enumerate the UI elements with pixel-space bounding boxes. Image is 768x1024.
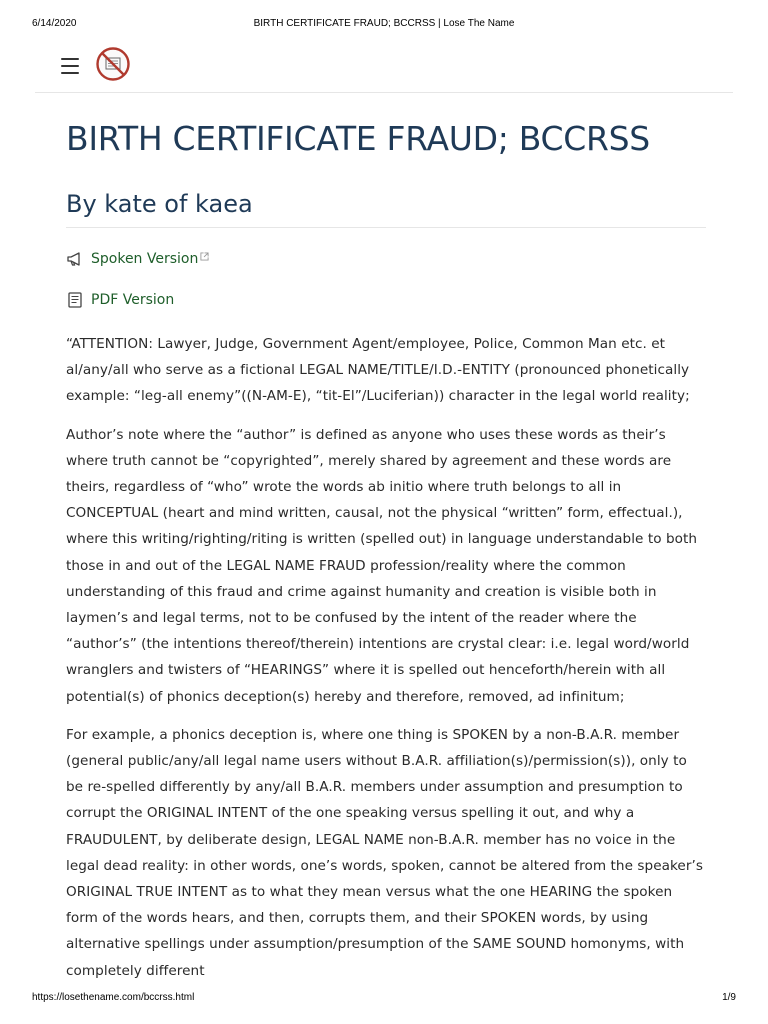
site-logo[interactable] <box>95 46 131 82</box>
hamburger-menu-icon[interactable] <box>61 58 79 74</box>
pdf-version-link[interactable] <box>66 289 706 311</box>
article <box>66 115 706 984</box>
document-icon <box>66 291 84 309</box>
pdf-version-label[interactable]: PDF Version <box>91 292 175 308</box>
article-title: BIRTH CERTIFICATE FRAUD; BCCRSS <box>66 119 650 158</box>
spoken-version-label[interactable]: Spoken Version <box>91 251 199 267</box>
print-page-number: 1/9 <box>722 992 736 1003</box>
print-date: 6/14/2020 <box>32 18 77 29</box>
print-page-title: BIRTH CERTIFICATE FRAUD; BCCRSS | Lose The Name <box>253 18 515 29</box>
article-paragraph: “ATTENTION: Lawyer, Judge, Government Agent/employee, Police, Common Man etc. et al/any/all who serve as a fictional LEGAL NAME/TITLE/I.D.-ENTITY (pronounced phonetically example: “leg-all enemy”((N-AM-E), “tit-El”/Luciferian)) character in the legal world reality; <box>66 336 690 405</box>
site-navbar <box>35 42 733 93</box>
print-url: https://losethename.com/bccrss.html <box>32 992 195 1003</box>
article-paragraph: For example, a phonics deception is, where one thing is SPOKEN by a non-B.A.R. member (general public/any/all legal name users without B.A.R. affiliation(s)/permission(s)), only to be re-spelled differently by any/all B.A.R. members under assumption and presumption to corrupt the ORIGINAL INTENT of the one speaking versus spelling it out, and why a FRAUDULENT, by deliberate design, LEGAL NAME non-B.A.R. member has no voice in the legal dead reality: in other words, one’s words, spoken, cannot be altered from the speaker’s ORIGINAL TRUE INTENT as to what they mean versus what the one HEARING the spoken form of the words hears, and then, corrupts them, and their SPOKEN words, by using alternative spellings under assumption/presumption of the SAME SOUND homonyms, with completely different <box>66 726 703 979</box>
article-paragraph: Author’s note where the “author” is defined as anyone who uses these words as their’s where truth cannot be “copyrighted”, merely shared by agreement and these words are theirs, regardless of “who” wrote the words ab initio where truth belongs to all in CONCEPTUAL (heart and mind written, causal, not the physical “written” form, effectual.), where this writing/righting/riting is written (spelled out) in language understandable to both those in and out of the LEGAL NAME FRAUD profession/reality where the common understanding of this fraud and crime against humanity and creation is visible both in laymen’s and legal terms, not to be confused by the intent of the reader where the “author’s” (the intentions thereof/therein) intentions are crystal clear: i.e. legal word/world wranglers and twisters of “HEARINGS” where it is spelled out henceforth/herein with all potential(s) of phonics deception(s) hereby and therefore, removed, ad infinitum; <box>66 426 698 705</box>
external-link-icon <box>200 252 209 261</box>
print-header <box>32 18 736 32</box>
megaphone-icon <box>66 250 84 268</box>
article-byline: By kate of kaea <box>66 187 706 228</box>
spoken-version-link[interactable] <box>66 248 706 270</box>
print-footer <box>32 992 736 1006</box>
